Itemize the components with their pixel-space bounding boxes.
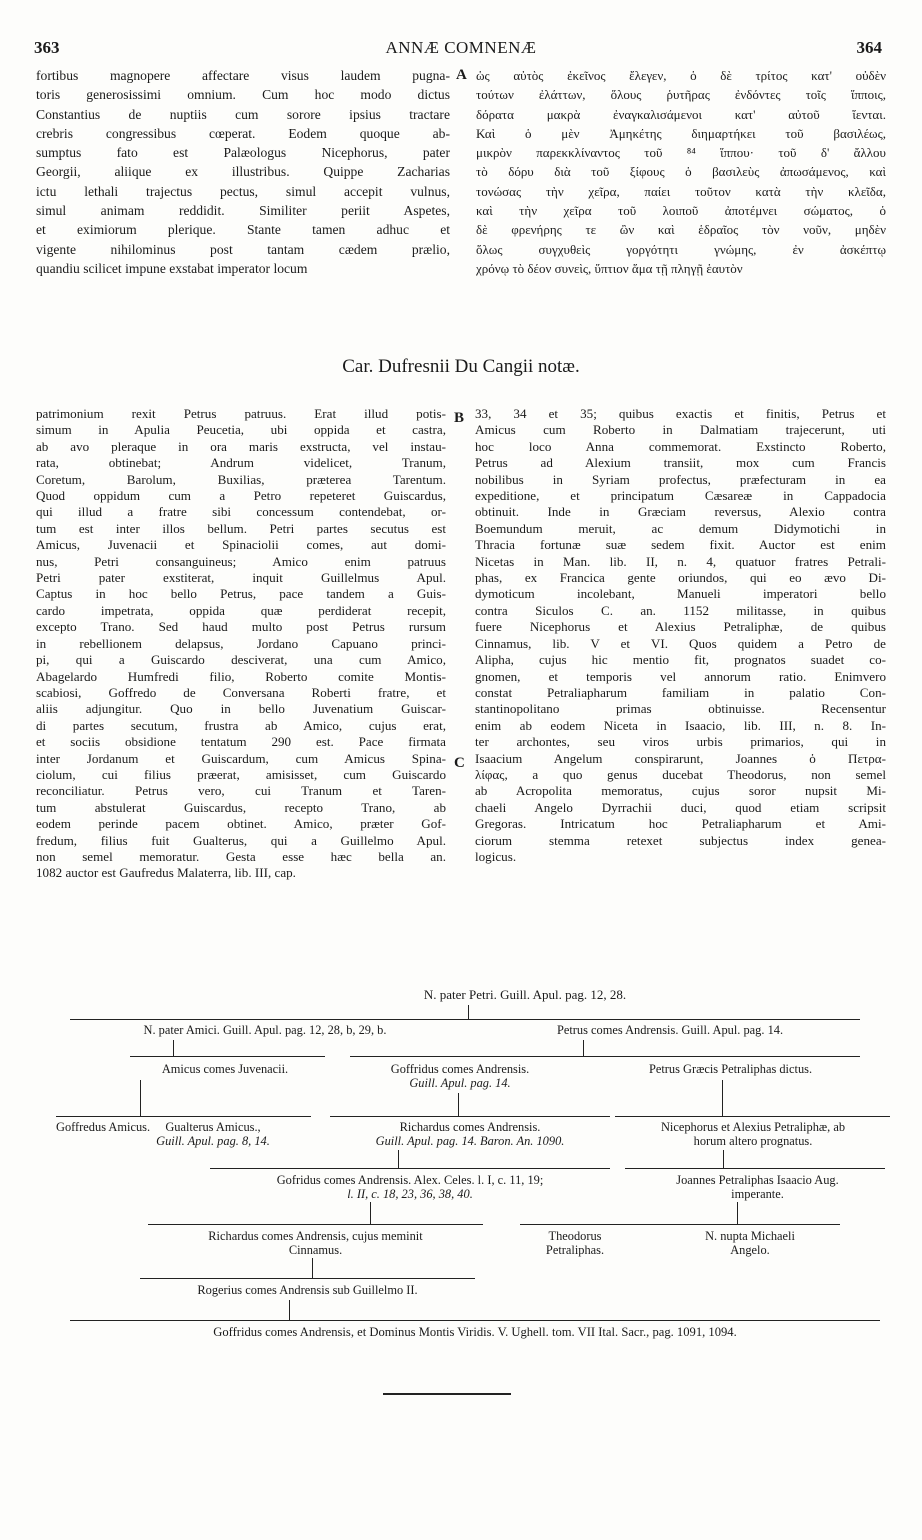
- tree-nupta-line2: Angelo.: [730, 1242, 770, 1257]
- note-right-line: gnomen, et temporis vel annorum ratio. Enimvero: [475, 668, 886, 684]
- tree-goffridus-2-name: Gofridus comes Andrensis. Alex. Celes. l. I, c. 11, 19;: [276, 1173, 544, 1187]
- note-right-line: expeditione, et principatum Cæsareæ in Cappadocia: [475, 488, 886, 504]
- latin-text-line: crebris congressibus cœperat. Eodem quoque ab-: [36, 125, 450, 141]
- note-left-line: inter Jordanum et Guiscardum, cum Amicus Spina-: [36, 750, 446, 766]
- tree-gualterus-ref: Guill. Apul. pag. 8, 14.: [156, 1133, 270, 1148]
- tree-goffridus-2: [205, 1174, 615, 1201]
- greek-text-line: Καὶ ὁ μὲν Ἀμηκέτης διημαρτήκει τοῦ βασιλέως,: [476, 125, 886, 141]
- note-right-line: Nicetas in Man. lib. II, n. 4, quatuor fratres Petrali-: [475, 553, 886, 569]
- tree-theodorus-line1: Theodorus: [548, 1229, 602, 1243]
- greek-text-line: μικρὸν παρεκκλίναντος τοῦ ⁸⁴ ἵππου· τοῦ δ' ἄλλου: [476, 145, 886, 161]
- note-left-line: tum est inter illos bellum. Petri partes secutus est: [36, 520, 446, 536]
- latin-text-line: vigente nihilominus post tantam cædem prælio,: [36, 241, 450, 257]
- note-left-line: fredum, filius fuit Gualterus, qui a Guillelmo Apul.: [36, 832, 446, 848]
- note-left-line: pi, qui a Guiscardo desciverat, una cum Amico,: [36, 652, 446, 668]
- tree-rogerius: Rogerius comes Andrensis sub Guillelmo II.: [197, 1283, 418, 1297]
- tree-goffredus-amicus: Goffredus Amicus.: [56, 1120, 151, 1134]
- note-left-line: Captus in hoc bello Petrus, pace tandem a Guis-: [36, 586, 446, 602]
- note-left-line: simum in Apulia Peucetia, ubi oppida et castra,: [36, 422, 446, 438]
- latin-text-line: quandiu scilicet impune exstabat imperator locum: [36, 260, 308, 276]
- note-right-line: contra Siculos C. an. 1152 militasse, in quibus: [475, 602, 886, 618]
- note-right-line: Thracia fortunæ suæ sedem fixit. Auctor est enim: [475, 537, 886, 553]
- tree-petrus-graecis: Petrus Græcis Petraliphas dictus.: [648, 1062, 813, 1076]
- note-left-line: rata, obtinebat; Andrum videlicet, Tranum,: [36, 455, 446, 471]
- margin-marker-a: A: [456, 67, 467, 83]
- note-left-line: 1082 auctor est Gaufredus Malaterra, lib. III, cap.: [36, 865, 296, 881]
- note-left-line: aliis adjungitur. Quo in bello Juvenatium Guiscar-: [36, 701, 446, 717]
- note-left-line: ab avo pleraque in ora maris exstructa, vel instau-: [36, 438, 446, 454]
- note-right-line: ciorum stemma retexet subjectus index genea-: [475, 832, 886, 848]
- note-right-line: stantinopolitano primas obtinuisse. Recensentur: [475, 701, 886, 717]
- tree-gen1-right: Petrus comes Andrensis. Guill. Apul. pag. 14.: [556, 1023, 784, 1037]
- latin-text-line: fortibus magnopere affectare visus laudem pugna-: [36, 68, 450, 83]
- greek-text-line: ὡς αὐτὸς ἐκεῖνος ἔλεγεν, ὁ δὲ τρίτος κατ' οὐδὲν: [476, 68, 886, 83]
- note-right-line: Isaacium Angelum conspirarunt, Joannes ὁ Πετρα-: [475, 750, 886, 766]
- greek-text-line: τούτων ἐλάττων, ὅλους ῥυτῆρας ἐνδόντες τοῖς ἵπποις,: [476, 87, 886, 103]
- greek-text-line: τὸ δόρυ διὰ τοῦ ξίφους ὁ βασιλεὺς ἀπωσάμενος, καὶ: [476, 164, 886, 180]
- latin-text-column: [36, 66, 450, 278]
- greek-text-line: τονώσας τὴν χεῖρα, παίει τοῦτον κατὰ τὴν κλεῖδα,: [476, 183, 886, 199]
- greek-text-line: ὅλως συγχυθεὶς γοργότητι γνώμης, ἐν ἀσκέπτῳ: [476, 241, 886, 257]
- note-right-line: Gregoras. Intricatum hoc Petraliapharum et Ami-: [475, 816, 886, 832]
- tree-joannes-line1: Joannes Petraliphas Isaacio Aug.: [676, 1173, 839, 1187]
- tree-amicus: Amicus comes Juvenacii.: [161, 1062, 289, 1076]
- note-left-line: eodem perinde pacem obtinet. Amico, præter Gof-: [36, 816, 446, 832]
- running-title: ANNÆ COMNENÆ: [385, 38, 537, 57]
- note-left-line: di partes secutum, frustra ab Amico, cujus erat,: [36, 717, 446, 733]
- tree-theodorus-line2: Petraliphas.: [545, 1242, 605, 1257]
- note-right-line: fuere Nicephorus et Alexius Petraliphæ, de quibus: [475, 619, 886, 635]
- notes-left-column: [36, 406, 446, 882]
- note-right-line: enim ab eodem Niceta in Isaacio, lib. III, n. 8. In-: [475, 717, 886, 733]
- latin-text-line: ictu lethali trajectus pectus, simul accepit vulnus,: [36, 183, 450, 199]
- margin-marker-c: C: [454, 755, 465, 771]
- latin-text-line: Constantius de nuptiis cum sorore ipsius tractare: [36, 106, 450, 122]
- note-right-line: Boemundum meruit, ac demum Didymotichi in: [475, 520, 886, 536]
- note-right-line: Cinnamus, lib. V et VI. Quos quidem a Petro de: [475, 635, 886, 651]
- notes-right-column: [475, 406, 886, 865]
- note-right-line: ter archontes, seu viros urbis primarios, qui in: [475, 734, 886, 750]
- note-right-line: dymoticum incolebant, Manueli imperatori bello: [475, 586, 886, 602]
- tree-nicephorus-line1: Nicephorus et Alexius Petraliphæ, ab: [660, 1120, 846, 1134]
- note-right-line: obtinuit. Inde in Græciam reversus, Alexio contra: [475, 504, 886, 520]
- tree-goffridus-1-ref: Guill. Apul. pag. 14.: [409, 1075, 511, 1090]
- note-left-line: Coretum, Barolum, Buxilias, præterea Tarentum.: [36, 471, 446, 487]
- greek-text-column: [476, 66, 886, 278]
- note-right-line: Amicus cum Roberto in Dalmatiam trajecerunt, uti: [475, 422, 886, 438]
- right-page-number: 364: [856, 38, 882, 57]
- tree-joannes: [625, 1174, 890, 1201]
- tree-richardus-2-ref: Cinnamus.: [288, 1242, 343, 1257]
- bottom-rule: [383, 1393, 511, 1395]
- note-right-line: chaeli Angelo Dyrrachii duci, quod etiam scripsit: [475, 799, 886, 815]
- tree-richardus-2: [148, 1230, 483, 1257]
- left-page-number: 363: [34, 38, 60, 57]
- latin-text-line: Georgii, aliique ex illustribus. Quippe Zacharias: [36, 164, 450, 180]
- note-right-line: logicus.: [475, 848, 517, 864]
- tree-richardus-2-name: Richardus comes Andrensis, cujus meminit: [208, 1229, 423, 1243]
- note-left-line: Amicus, Juvenacii et Spinaciolii comes, aut domi-: [36, 537, 446, 553]
- greek-text-line: χρόνῳ τὸ δέον συνεὶς, ὕπτιον ἅμα τῇ πληγῇ ἑαυτὸν: [476, 260, 743, 276]
- note-right-line: hoc loco Anna commemorat. Exstincto Roberto,: [475, 438, 886, 454]
- note-right-line: phas, ex Francica gente oriundos, qui eo ævo Di-: [475, 570, 886, 586]
- note-right-line: constat Petraliapharum familiam in palatio Con-: [475, 684, 886, 700]
- tree-nupta-line1: N. nupta Michaeli: [705, 1229, 795, 1243]
- note-right-line: ab Acropolita memoratus, cujus soror nupsit Mi-: [475, 783, 886, 799]
- notes-title: Car. Dufresnii Du Cangii notæ.: [342, 356, 580, 377]
- note-left-line: reconciliatur. Petrus vero, cui Tranum et Taren-: [36, 783, 446, 799]
- latin-text-line: toris generosissimi omnium. Cum hoc modo dictus: [36, 87, 450, 103]
- note-left-line: Petri pater exstiterat, inquit Guillelmus Apul.: [36, 570, 446, 586]
- tree-richardus-1: [320, 1121, 620, 1148]
- note-left-line: non semel memoratur. Gesta esse hæc bella an.: [36, 848, 446, 864]
- tree-goffridus-1-name: Goffridus comes Andrensis.: [390, 1062, 530, 1076]
- note-right-line: nobilibus in Syriam profectus, præfecturam in ea: [475, 471, 886, 487]
- note-left-line: scabiosi, Goffredo de Conversana Roberti fratre, et: [36, 684, 446, 700]
- note-left-line: patrimonium rexit Petrus patruus. Erat illud potis-: [36, 406, 446, 421]
- tree-nicephorus: [612, 1121, 894, 1148]
- tree-nupta: [660, 1230, 840, 1257]
- tree-goffridus-2-ref: l. II, c. 18, 23, 36, 38, 40.: [347, 1186, 473, 1201]
- note-right-line: Petrus ad Alexium transiit, mox cum Francis: [475, 455, 886, 471]
- tree-theodorus: [520, 1230, 630, 1257]
- latin-text-line: et eximiorum plerique. Stante tamen adhuc et: [36, 222, 450, 238]
- note-left-line: Abagelardo Humfredi filio, Roberto comite Montis-: [36, 668, 446, 684]
- note-left-line: ciolum, cui filius præerat, amisisset, cum Guiscardo: [36, 766, 446, 782]
- greek-text-line: δὲ φρενήρης τε ὢν καὶ ἑδραῖος τὸν νοῦν, μηδὲν: [476, 222, 886, 238]
- note-left-line: et sociis obsidione tentatum 290 est. Pace firmata: [36, 734, 446, 750]
- tree-gualterus-name: Gualterus Amicus.,: [165, 1120, 261, 1134]
- greek-text-line: δόρατα μακρὰ ἐναγκαλισάμενοι κατ' αὐτοῦ ἵενται.: [476, 106, 886, 122]
- note-left-line: Quod oppidum cum a Petro repeteret Guiscardus,: [36, 488, 446, 504]
- note-left-line: tum abstulerat Guiscardus, recepto Trano, ab: [36, 799, 446, 815]
- tree-root: [300, 988, 750, 1002]
- note-right-line: Alipha, cujus hic mentio fit, prognatos suadet co-: [475, 652, 886, 668]
- latin-text-line: simul animam reddidit. Similiter periit Aspetes,: [36, 203, 450, 219]
- tree-gualterus: [138, 1121, 288, 1148]
- note-left-line: in rebellionem delapsus, Jordano Capuano princi-: [36, 635, 446, 651]
- margin-marker-b: B: [454, 410, 465, 426]
- note-right-line: λίφας, a quo genus ducebat Theodorus, non semel: [475, 766, 886, 782]
- note-right-line: 33, 34 et 35; quibus exactis et finitis, Petrus et: [475, 406, 886, 421]
- tree-richardus-1-ref: Guill. Apul. pag. 14. Baron. An. 1090.: [375, 1133, 565, 1148]
- note-left-line: excepto Trano. Sed haud multo post Petrus rursum: [36, 619, 446, 635]
- tree-final: Goffridus comes Andrensis, et Dominus Montis Viridis. V. Ughell. tom. VII Ital. Sacr., pag. 1091, 1094.: [213, 1325, 737, 1339]
- tree-root-text: N. pater Petri. Guill. Apul. pag. 12, 28.: [423, 987, 627, 1002]
- tree-goffridus-1: [350, 1063, 570, 1090]
- tree-nicephorus-line2: horum altero prognatus.: [693, 1133, 813, 1148]
- tree-gen1-left: N. pater Amici. Guill. Apul. pag. 12, 28, b, 29, b.: [143, 1023, 387, 1037]
- note-left-line: nus, Petri consanguineus; Amico enim patruus: [36, 553, 446, 569]
- tree-richardus-1-name: Richardus comes Andrensis.: [399, 1120, 541, 1134]
- greek-text-line: καὶ τὴν χεῖρα τοῦ λοιποῦ ἀποτέμνει σώματος, ὁ: [476, 203, 886, 219]
- tree-joannes-line2: imperante.: [731, 1186, 784, 1201]
- note-left-line: qui illud a fratre sibi concessum contendebat, or-: [36, 504, 446, 520]
- note-left-line: cardo impetrata, oppida quæ perdiderat recepit,: [36, 602, 446, 618]
- latin-text-line: sumptus fato est Palæologus Nicephorus, pater: [36, 145, 450, 161]
